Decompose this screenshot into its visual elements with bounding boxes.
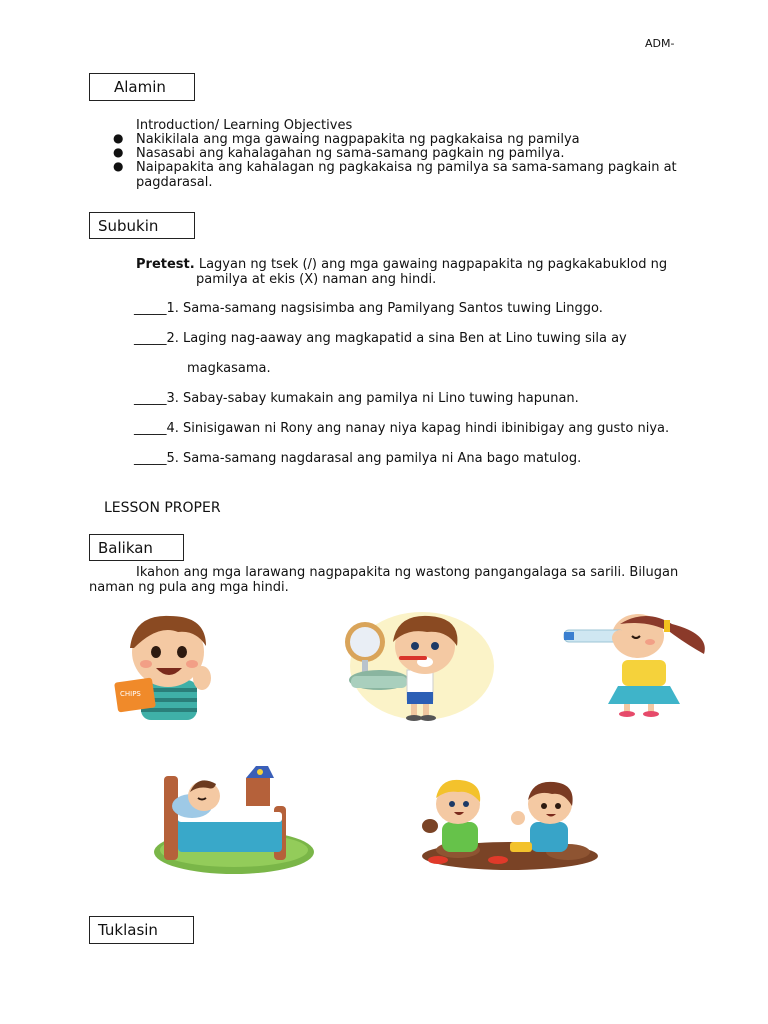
bullet: ● xyxy=(113,145,124,159)
section-title-subukin: Subukin xyxy=(98,217,159,235)
section-title-balikan: Balikan xyxy=(98,539,153,557)
pretest-instruction xyxy=(136,257,667,272)
pretest-line1: Lagyan ng tsek (/) ang mga gawaing nagpapakita ng pagkakabuklod ng xyxy=(198,257,668,272)
pretest-item-5: _____5. Sama-samang nagdarasal ang pamilya ni Ana bago matulog. xyxy=(134,451,582,466)
section-box-subukin xyxy=(89,212,195,239)
pretest-item-2-cont: magkasama. xyxy=(187,361,271,376)
balikan-instruction-2: naman ng pula ang mga hindi. xyxy=(89,580,289,595)
section-box-alamin xyxy=(89,73,195,101)
boys-playing-mud-picture xyxy=(418,778,602,872)
chips-bag-label: CHIPS xyxy=(120,690,141,698)
pretest-item-2: _____2. Laging nag-aaway ang magkapatid a sina Ben at Lino tuwing sila ay xyxy=(134,331,627,346)
section-title-tuklasin: Tuklasin xyxy=(98,921,158,939)
pretest-label: Pretest. xyxy=(136,257,195,272)
objective-1: Nakikilala ang mga gawaing nagpapakita ng pagkakaisa ng pamilya xyxy=(136,132,580,147)
alamin-intro: Introduction/ Learning Objectives xyxy=(136,118,353,133)
objective-2: Nasasabi ang kahalagahan ng sama-samang pagkain ng pamilya. xyxy=(136,146,565,161)
bullet: ● xyxy=(113,131,124,145)
pretest-item-3: _____3. Sabay-sabay kumakain ang pamilya ni Lino tuwing hapunan. xyxy=(134,391,579,406)
girl-drinking-water-picture xyxy=(560,614,712,718)
bullet: ● xyxy=(113,159,124,173)
section-box-balikan xyxy=(89,534,184,561)
boy-brushing-teeth-picture xyxy=(337,608,497,722)
balikan-instruction-1: Ikahon ang mga larawang nagpapakita ng wastong pangangalaga sa sarili. Bilugan xyxy=(136,565,679,580)
child-sleeping-picture xyxy=(150,766,316,880)
lesson-heading: LESSON PROPER xyxy=(104,500,221,516)
objective-3: Naipapakita ang kahalagan ng pagkakaisa ng pamilya sa sama-samang pagkain at xyxy=(136,160,677,175)
document-code: ADM- xyxy=(645,37,675,50)
section-box-tuklasin xyxy=(89,916,194,944)
section-title-alamin: Alamin xyxy=(114,78,166,96)
boy-eating-chips-picture xyxy=(108,612,228,720)
pretest-line2: pamilya at ekis (X) naman ang hindi. xyxy=(196,272,437,287)
pretest-item-1: _____1. Sama-samang nagsisimba ang Pamilyang Santos tuwing Linggo. xyxy=(134,301,603,316)
pretest-item-4: _____4. Sinisigawan ni Rony ang nanay niya kapag hindi ibinibigay ang gusto niya. xyxy=(134,421,670,436)
objective-3-cont: pagdarasal. xyxy=(136,175,213,190)
